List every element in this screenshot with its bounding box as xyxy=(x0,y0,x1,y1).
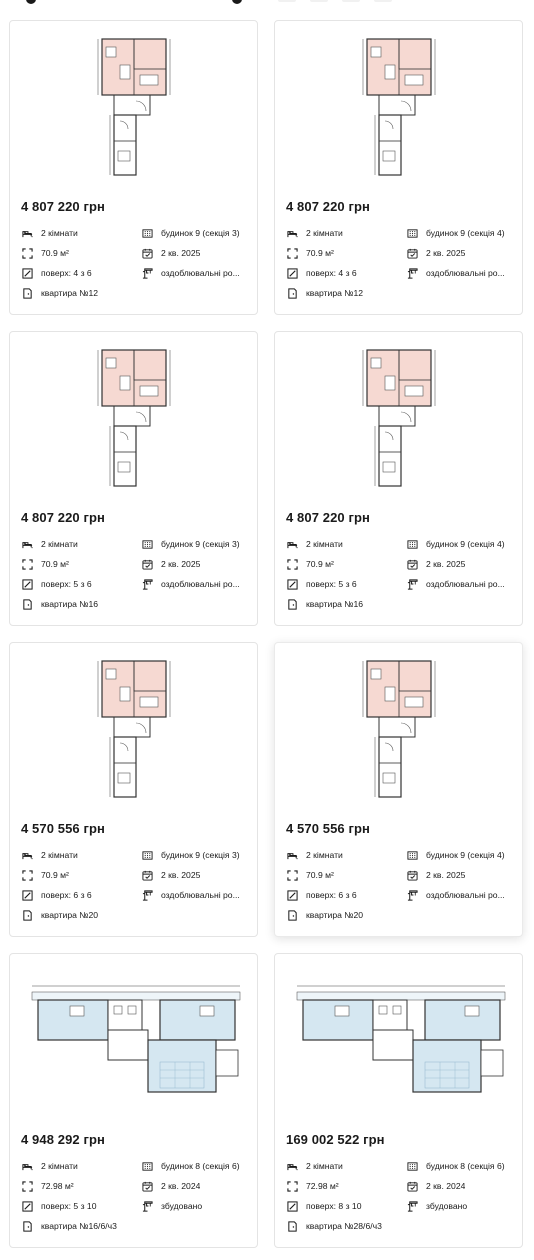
stairs-icon xyxy=(21,267,33,279)
building-section: будинок 9 (секція 4) xyxy=(426,228,505,238)
apartment-number: квартира №28/6/ч3 xyxy=(306,1221,382,1231)
crane-icon xyxy=(406,267,418,279)
area-value: 70.9 м² xyxy=(306,559,334,569)
crane-icon xyxy=(406,578,418,590)
rooms-count: 2 кімнати xyxy=(41,539,78,549)
listing-card[interactable] xyxy=(274,642,523,937)
apartment-number: квартира №12 xyxy=(306,288,364,298)
price-range-filter xyxy=(0,0,534,8)
building-section: будинок 9 (секція 3) xyxy=(161,850,240,860)
listing-details xyxy=(286,226,516,306)
door-icon xyxy=(286,909,298,921)
stairs-icon xyxy=(21,578,33,590)
apartment-number: квартира №20 xyxy=(306,910,364,920)
area-value: 72.98 м² xyxy=(41,1181,74,1191)
rooms-count: 2 кімнати xyxy=(41,850,78,860)
rooms-count: 2 кімнати xyxy=(306,228,343,238)
calendar-icon xyxy=(141,869,153,881)
area-value: 70.9 м² xyxy=(306,248,334,258)
building-icon xyxy=(141,849,153,861)
filter-chip[interactable] xyxy=(310,0,328,2)
rooms-count: 2 кімнати xyxy=(41,228,78,238)
listing-details xyxy=(21,226,251,306)
area-icon xyxy=(286,558,298,570)
calendar-icon xyxy=(141,1180,153,1192)
floor-plan-image xyxy=(275,954,524,1124)
calendar-icon xyxy=(141,247,153,259)
building-icon xyxy=(406,1160,418,1172)
completion-date: 2 кв. 2025 xyxy=(426,559,466,569)
apartment-number: квартира №16/6/ч3 xyxy=(41,1221,117,1231)
building-section: будинок 9 (секція 3) xyxy=(161,539,240,549)
crane-icon xyxy=(141,578,153,590)
floor-info: поверх: 6 з 6 xyxy=(306,890,357,900)
floor-plan-image xyxy=(10,21,259,191)
floor-info: поверх: 4 з 6 xyxy=(41,268,92,278)
floor-info: поверх: 4 з 6 xyxy=(306,268,357,278)
completion-date: 2 кв. 2025 xyxy=(161,870,201,880)
area-icon xyxy=(286,247,298,259)
stairs-icon xyxy=(286,1200,298,1212)
crane-icon xyxy=(141,1200,153,1212)
plan-drawing xyxy=(363,39,435,175)
listing-card[interactable] xyxy=(9,642,258,937)
building-icon xyxy=(406,227,418,239)
construction-status: збудовано xyxy=(426,1201,468,1211)
crane-icon xyxy=(141,889,153,901)
price-slider-min-handle[interactable] xyxy=(26,0,36,4)
listing-details xyxy=(21,1159,251,1239)
bed-icon xyxy=(286,849,298,861)
construction-status: оздоблювальні ро... xyxy=(426,268,505,278)
plan-drawing xyxy=(98,661,170,797)
apartment-number: квартира №16 xyxy=(306,599,364,609)
building-icon xyxy=(406,849,418,861)
area-value: 70.9 м² xyxy=(41,248,69,258)
price-slider-max-handle[interactable] xyxy=(232,0,242,4)
listing-details xyxy=(286,537,516,617)
plan-drawing xyxy=(32,986,240,1092)
completion-date: 2 кв. 2025 xyxy=(161,248,201,258)
floor-info: поверх: 8 з 10 xyxy=(306,1201,362,1211)
filter-chip[interactable] xyxy=(374,0,392,2)
floor-info: поверх: 6 з 6 xyxy=(41,890,92,900)
crane-icon xyxy=(406,1200,418,1212)
filter-chip[interactable] xyxy=(278,0,296,2)
rooms-count: 2 кімнати xyxy=(306,539,343,549)
listing-price: 4 807 220 грн xyxy=(286,199,370,214)
listing-price: 4 807 220 грн xyxy=(21,199,105,214)
floor-plan-image xyxy=(275,643,524,813)
apartment-number: квартира №12 xyxy=(41,288,99,298)
door-icon xyxy=(21,1220,33,1232)
floor-plan-image xyxy=(275,21,524,191)
listing-details xyxy=(21,848,251,928)
construction-status: оздоблювальні ро... xyxy=(161,579,240,589)
floor-info: поверх: 5 з 10 xyxy=(41,1201,97,1211)
completion-date: 2 кв. 2024 xyxy=(161,1181,201,1191)
listing-details xyxy=(286,848,516,928)
completion-date: 2 кв. 2024 xyxy=(426,1181,466,1191)
construction-status: оздоблювальні ро... xyxy=(426,579,505,589)
listing-price: 4 570 556 грн xyxy=(21,821,105,836)
bed-icon xyxy=(286,538,298,550)
building-section: будинок 9 (секція 4) xyxy=(426,850,505,860)
calendar-icon xyxy=(406,869,418,881)
building-section: будинок 9 (секція 4) xyxy=(426,539,505,549)
door-icon xyxy=(286,287,298,299)
calendar-icon xyxy=(141,558,153,570)
calendar-icon xyxy=(406,247,418,259)
bed-icon xyxy=(21,1160,33,1172)
plan-drawing xyxy=(363,661,435,797)
area-value: 70.9 м² xyxy=(41,870,69,880)
floor-info: поверх: 5 з 6 xyxy=(41,579,92,589)
crane-icon xyxy=(141,267,153,279)
rooms-count: 2 кімнати xyxy=(306,850,343,860)
rooms-count: 2 кімнати xyxy=(306,1161,343,1171)
listing-price: 4 570 556 грн xyxy=(286,821,370,836)
apartment-number: квартира №16 xyxy=(41,599,99,609)
building-section: будинок 9 (секція 3) xyxy=(161,228,240,238)
stairs-icon xyxy=(286,267,298,279)
door-icon xyxy=(286,598,298,610)
calendar-icon xyxy=(406,558,418,570)
floor-plan-image xyxy=(10,954,259,1124)
door-icon xyxy=(21,598,33,610)
building-icon xyxy=(406,538,418,550)
stairs-icon xyxy=(21,1200,33,1212)
area-icon xyxy=(286,1180,298,1192)
listing-card[interactable] xyxy=(9,20,258,315)
area-value: 72.98 м² xyxy=(306,1181,339,1191)
apartment-number: квартира №20 xyxy=(41,910,99,920)
stairs-icon xyxy=(21,889,33,901)
floor-plan-image xyxy=(10,332,259,502)
completion-date: 2 кв. 2025 xyxy=(426,870,466,880)
stairs-icon xyxy=(286,578,298,590)
floor-info: поверх: 5 з 6 xyxy=(306,579,357,589)
filter-chip[interactable] xyxy=(342,0,360,2)
building-section: будинок 8 (секція 6) xyxy=(426,1161,505,1171)
area-icon xyxy=(21,558,33,570)
building-icon xyxy=(141,1160,153,1172)
listing-price: 169 002 522 грн xyxy=(286,1132,385,1147)
door-icon xyxy=(21,287,33,299)
listing-card[interactable] xyxy=(274,20,523,315)
floor-plan-image xyxy=(10,643,259,813)
listing-details xyxy=(286,1159,516,1239)
area-value: 70.9 м² xyxy=(41,559,69,569)
area-value: 70.9 м² xyxy=(306,870,334,880)
plan-drawing xyxy=(98,350,170,486)
door-icon xyxy=(286,1220,298,1232)
bed-icon xyxy=(21,849,33,861)
listing-price: 4 807 220 грн xyxy=(286,510,370,525)
bed-icon xyxy=(286,1160,298,1172)
floor-plan-image xyxy=(275,332,524,502)
construction-status: оздоблювальні ро... xyxy=(426,890,505,900)
listing-details xyxy=(21,537,251,617)
building-icon xyxy=(141,227,153,239)
listing-card[interactable] xyxy=(9,953,258,1248)
bed-icon xyxy=(21,227,33,239)
completion-date: 2 кв. 2025 xyxy=(426,248,466,258)
area-icon xyxy=(21,247,33,259)
calendar-icon xyxy=(406,1180,418,1192)
building-icon xyxy=(141,538,153,550)
construction-status: оздоблювальні ро... xyxy=(161,890,240,900)
door-icon xyxy=(21,909,33,921)
bed-icon xyxy=(286,227,298,239)
building-section: будинок 8 (секція 6) xyxy=(161,1161,240,1171)
construction-status: збудовано xyxy=(161,1201,203,1211)
plan-drawing xyxy=(363,350,435,486)
stairs-icon xyxy=(286,889,298,901)
listing-card[interactable] xyxy=(274,953,523,1248)
crane-icon xyxy=(406,889,418,901)
listing-card[interactable] xyxy=(9,331,258,626)
plan-drawing xyxy=(98,39,170,175)
listing-card[interactable] xyxy=(274,331,523,626)
construction-status: оздоблювальні ро... xyxy=(161,268,240,278)
plan-drawing xyxy=(297,986,505,1092)
area-icon xyxy=(21,869,33,881)
area-icon xyxy=(21,1180,33,1192)
rooms-count: 2 кімнати xyxy=(41,1161,78,1171)
listing-price: 4 948 292 грн xyxy=(21,1132,105,1147)
area-icon xyxy=(286,869,298,881)
bed-icon xyxy=(21,538,33,550)
completion-date: 2 кв. 2025 xyxy=(161,559,201,569)
listing-price: 4 807 220 грн xyxy=(21,510,105,525)
